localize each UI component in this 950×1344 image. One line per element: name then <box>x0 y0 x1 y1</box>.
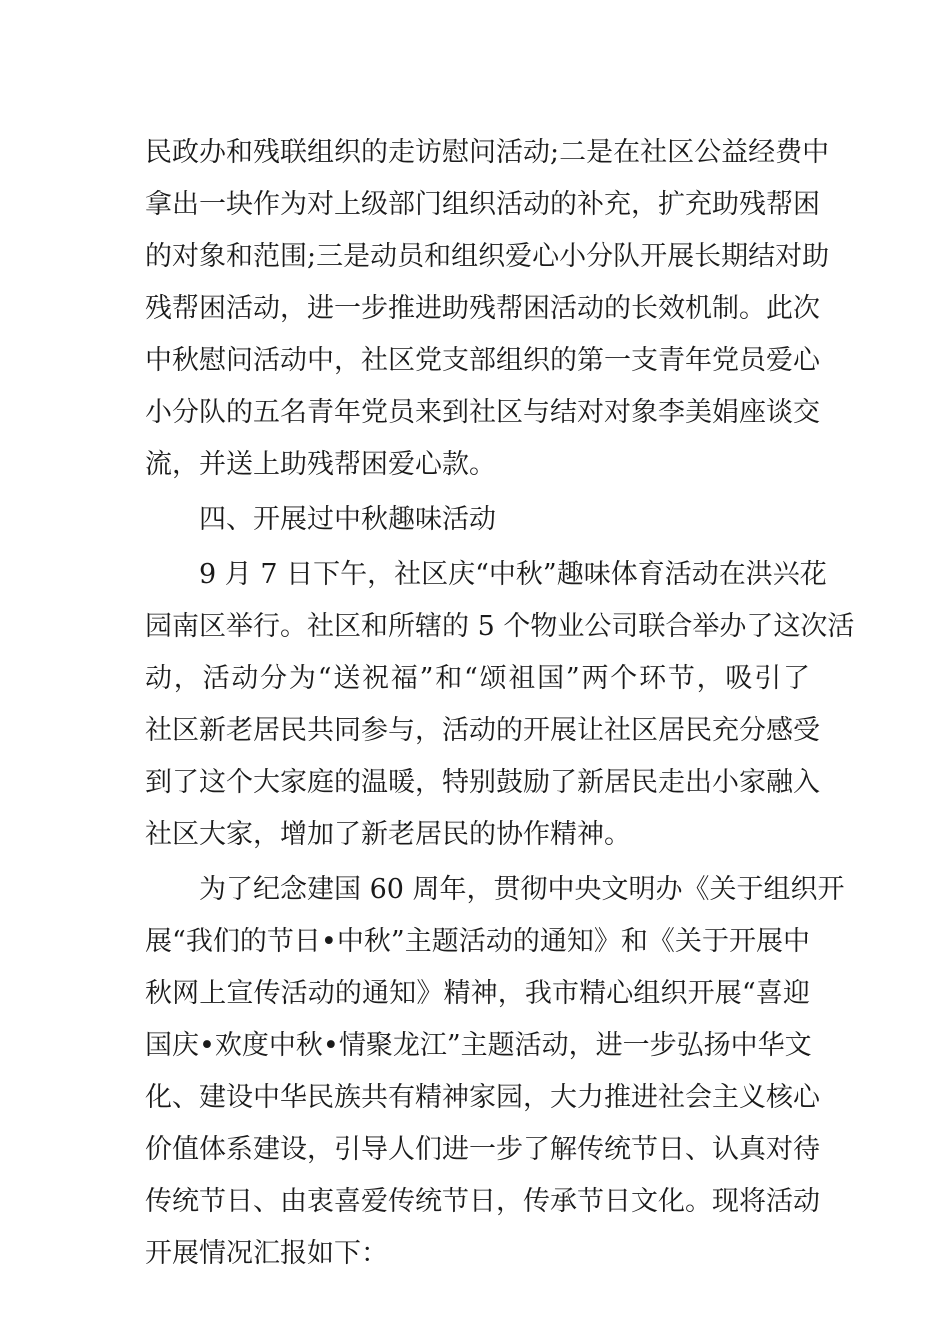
heading-text: 四、开展过中秋趣味活动 <box>199 504 496 535</box>
text-line: 拿出一块作为对上级部门组织活动的补充，扩充助残帮困 <box>145 189 820 220</box>
text-line: 动，活动分为“送祝福”和“颂祖国”两个环节，吸引了 <box>145 663 810 694</box>
text-line: 社区大家，增加了新老居民的协作精神。 <box>145 819 631 850</box>
text-line: 到了这个大家庭的温暖，特别鼓励了新居民走出小家融入 <box>145 767 820 798</box>
section-heading <box>145 499 810 551</box>
text-line: 流，并送上助残帮困爱心款。 <box>145 449 496 480</box>
text-line: 开展情况汇报如下： <box>145 1238 388 1269</box>
text-line: 化、建设中华民族共有精神家园，大力推进社会主义核心 <box>145 1082 820 1113</box>
text-line: 民政办和残联组织的走访慰问活动;二是在社区公益经费中 <box>145 137 830 168</box>
text-line: 社区新老居民共同参与，活动的开展让社区居民充分感受 <box>145 715 820 746</box>
paragraph-1 <box>145 132 830 496</box>
document-body <box>145 132 855 1285</box>
text-line: 的对象和范围;三是动员和组织爱心小分队开展长期结对助 <box>145 241 830 272</box>
text-line: 为了纪念建国 60 周年，贯彻中央文明办《关于组织开 <box>199 874 845 905</box>
paragraph-3 <box>145 869 845 1285</box>
text-line: 残帮困活动，进一步推进助残帮困活动的长效机制。此次 <box>145 293 820 324</box>
text-line: 价值体系建设，引导人们进一步了解传统节日、认真对待 <box>145 1134 820 1165</box>
text-line: 9 月 7 日下午，社区庆“中秋”趣味体育活动在洪兴花 <box>199 559 827 590</box>
text-line: 传统节日、由衷喜爱传统节日，传承节日文化。现将活动 <box>145 1186 820 1217</box>
text-line: 国庆•欢度中秋•情聚龙江”主题活动，进一步弘扬中华文 <box>145 1030 812 1061</box>
text-line: 中秋慰问活动中，社区党支部组织的第一支青年党员爱心 <box>145 345 820 376</box>
text-line: 园南区举行。社区和所辖的 5 个物业公司联合举办了这次活 <box>145 611 855 642</box>
text-line: 小分队的五名青年党员来到社区与结对对象李美娟座谈交 <box>145 397 820 428</box>
paragraph-2 <box>145 554 855 866</box>
text-line: 展“我们的节日•中秋”主题活动的通知》和《关于开展中 <box>145 926 810 957</box>
text-line: 秋网上宣传活动的通知》精神，我市精心组织开展“喜迎 <box>145 978 810 1009</box>
